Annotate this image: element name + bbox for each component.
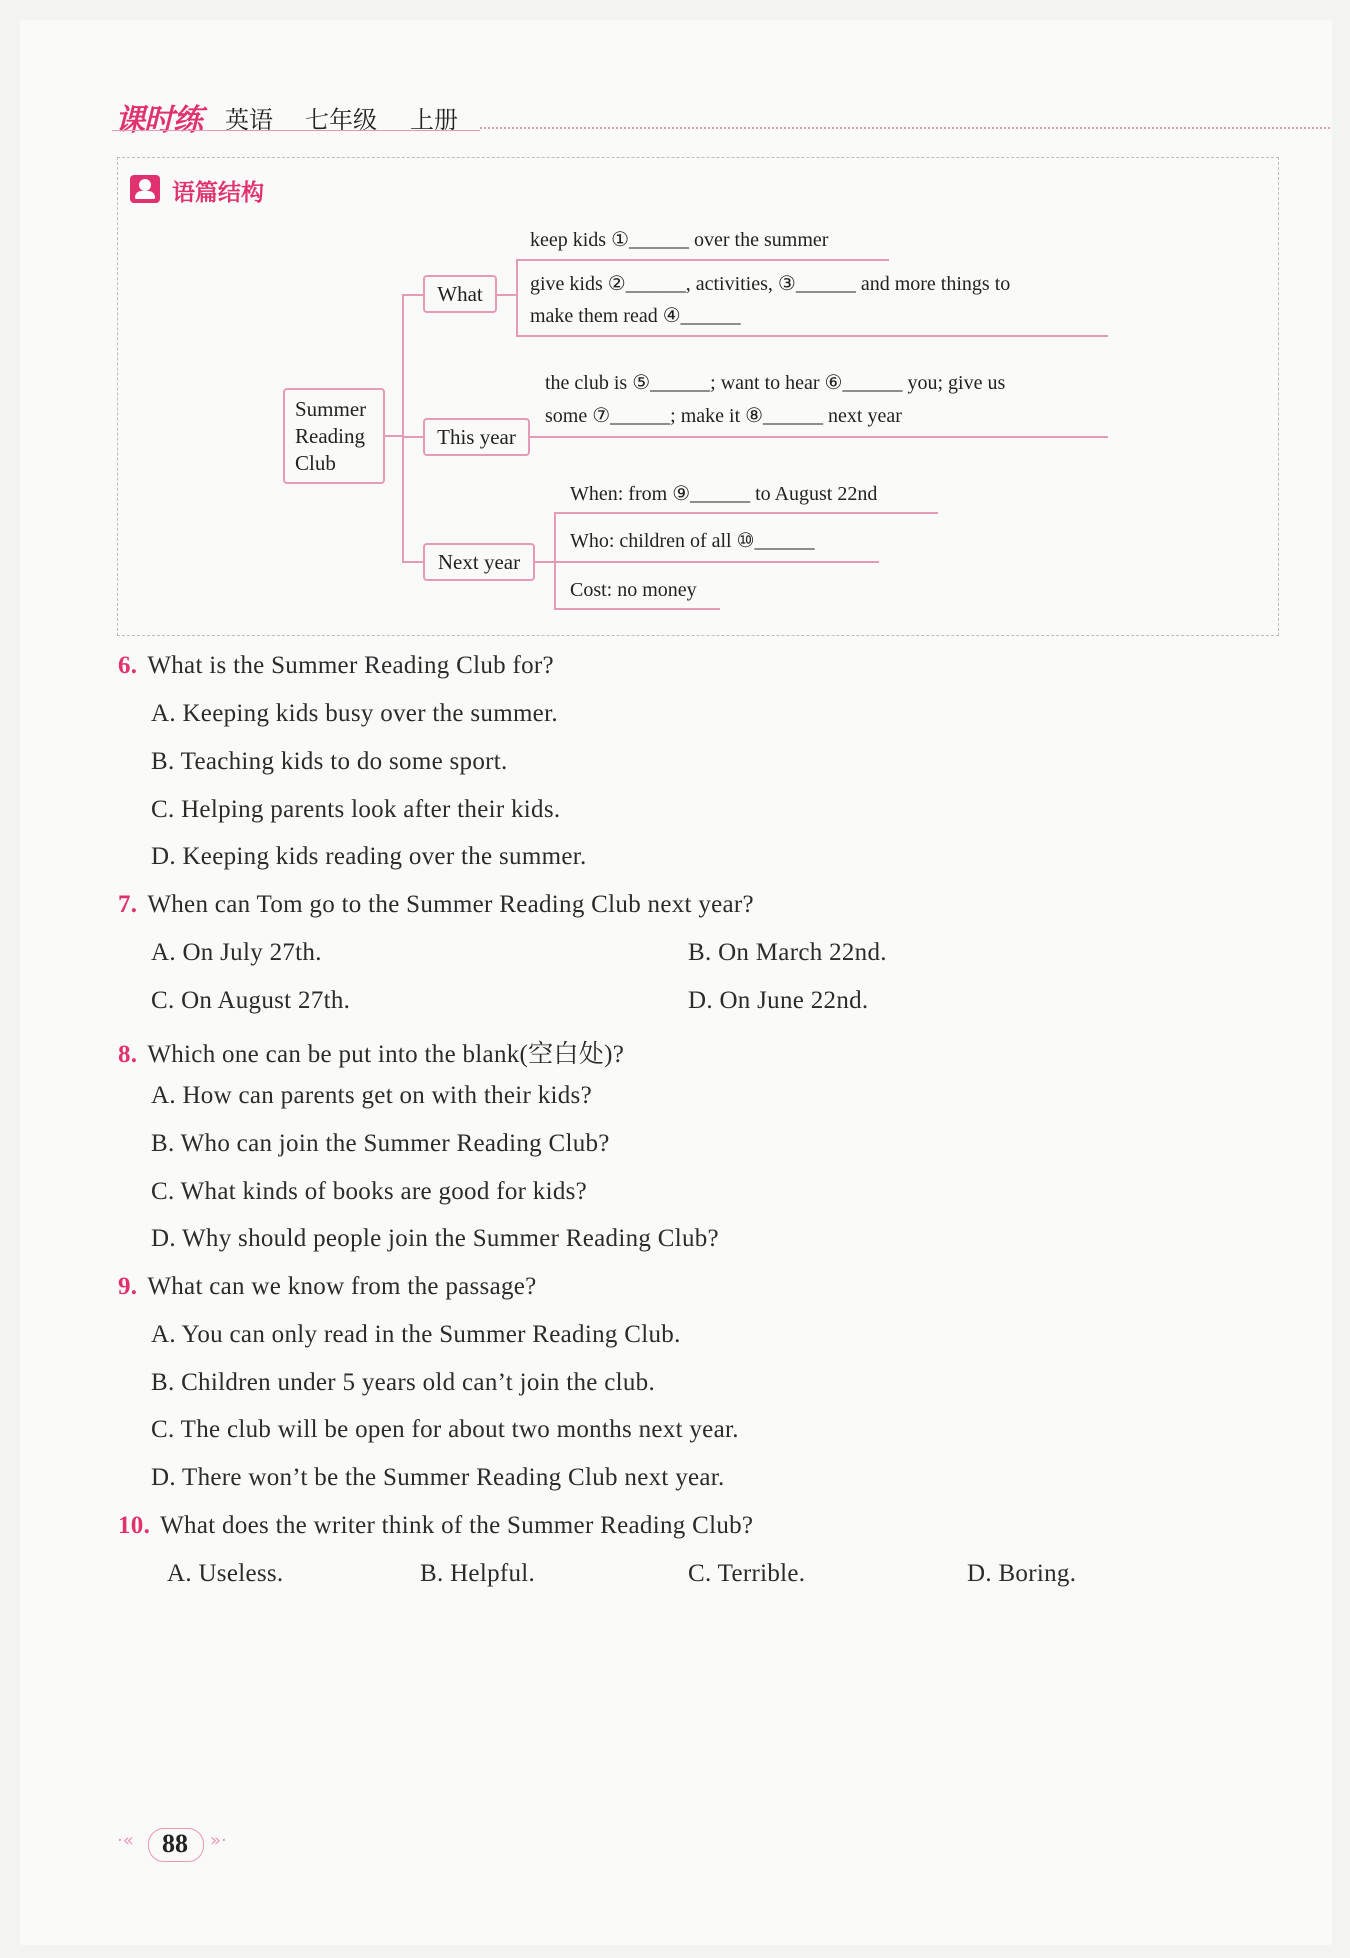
brand-logo: 课时练 (115, 103, 202, 138)
option[interactable]: B. Helpful. (420, 1560, 536, 1587)
option[interactable]: D. There won’t be the Summer Reading Club next year. (151, 1464, 725, 1491)
underline-this-year (530, 436, 1108, 438)
node-this-year: This year (423, 418, 530, 456)
question-text: Which one can be put into the blank(空白处)? (147, 1041, 625, 1068)
leaf-what-3: make them read ④______ (530, 305, 741, 327)
underline-what-2 (516, 335, 1108, 337)
connector-this-year (402, 436, 423, 438)
page-number: 88 (162, 1829, 188, 1858)
page-number-decoration-right: »· (210, 1830, 227, 1851)
connector-what (402, 294, 423, 296)
leaf-next-year-cost: Cost: no money (570, 579, 697, 601)
section-title: 语篇结构 (172, 180, 264, 206)
question-text: What does the writer think of the Summer Reading Club? (160, 1512, 754, 1539)
option[interactable]: A. On July 27th. (151, 939, 322, 966)
question-number: 9. (118, 1273, 138, 1300)
question-number: 10. (118, 1512, 151, 1539)
option[interactable]: B. On March 22nd. (688, 939, 887, 966)
connector-spine (402, 294, 404, 562)
leaf-what-1: keep kids ①______ over the summer (530, 229, 829, 251)
underline-next-3 (554, 608, 720, 610)
option[interactable]: B. Who can join the Summer Reading Club? (151, 1130, 610, 1157)
question-6 (118, 652, 554, 680)
underline-next-1 (554, 512, 938, 514)
option[interactable]: A. How can parents get on with their kids? (151, 1082, 592, 1109)
page-number-decoration-left: ·« (117, 1830, 134, 1851)
connector-next-year (402, 561, 423, 563)
leaf-this-year-2: some ⑦______; make it ⑧______ next year (545, 405, 902, 427)
root-node: Summer Reading Club (283, 388, 385, 484)
option[interactable]: A. Keeping kids busy over the summer. (151, 700, 558, 727)
underline-what-1 (516, 259, 889, 261)
grade-label: 七年级 (305, 106, 377, 134)
option[interactable]: C. The club will be open for about two months next year. (151, 1416, 739, 1443)
question-10 (118, 1512, 753, 1540)
underline-next-2 (554, 561, 879, 563)
header-dotted-rule (480, 127, 1330, 129)
option[interactable]: D. Boring. (967, 1560, 1077, 1587)
reader-icon (130, 175, 160, 203)
option[interactable]: D. Keeping kids reading over the summer. (151, 843, 587, 870)
option[interactable]: A. Useless. (167, 1560, 284, 1587)
leaf-next-year-when: When: from ⑨______ to August 22nd (570, 483, 878, 505)
option[interactable]: A. You can only read in the Summer Reading Club. (151, 1321, 681, 1348)
node-next-year: Next year (423, 543, 535, 581)
connector-what-leaf (497, 294, 517, 296)
question-text: What can we know from the passage? (147, 1273, 537, 1300)
connector-root (385, 435, 403, 437)
header-underline (112, 130, 480, 131)
question-9 (118, 1273, 537, 1301)
leaf-next-year-who: Who: children of all ⑩______ (570, 530, 815, 552)
option[interactable]: B. Teaching kids to do some sport. (151, 748, 508, 775)
bracket-what (516, 259, 518, 337)
volume-label: 上册 (410, 106, 458, 134)
leaf-this-year-1: the club is ⑤______; want to hear ⑥______ you; give us (545, 372, 1006, 394)
option[interactable]: C. What kinds of books are good for kids? (151, 1178, 588, 1205)
subject-label: 英语 (225, 106, 273, 134)
node-what: What (423, 275, 497, 313)
question-text: What is the Summer Reading Club for? (147, 652, 554, 679)
question-number: 7. (118, 891, 138, 918)
leaf-what-2: give kids ②______, activities, ③______ and more things to (530, 273, 1011, 295)
option[interactable]: D. Why should people join the Summer Reading Club? (151, 1225, 719, 1252)
question-8 (118, 1034, 624, 1070)
question-number: 6. (118, 652, 138, 679)
option[interactable]: D. On June 22nd. (688, 987, 869, 1014)
connector-next-year-leaf (535, 561, 555, 563)
option[interactable]: C. Terrible. (688, 1560, 806, 1587)
question-text: When can Tom go to the Summer Reading Club next year? (147, 891, 754, 918)
question-number: 8. (118, 1041, 138, 1068)
question-7 (118, 891, 754, 919)
option[interactable]: C. Helping parents look after their kids. (151, 796, 561, 823)
option[interactable]: B. Children under 5 years old can’t join the club. (151, 1369, 656, 1396)
option[interactable]: C. On August 27th. (151, 987, 351, 1014)
